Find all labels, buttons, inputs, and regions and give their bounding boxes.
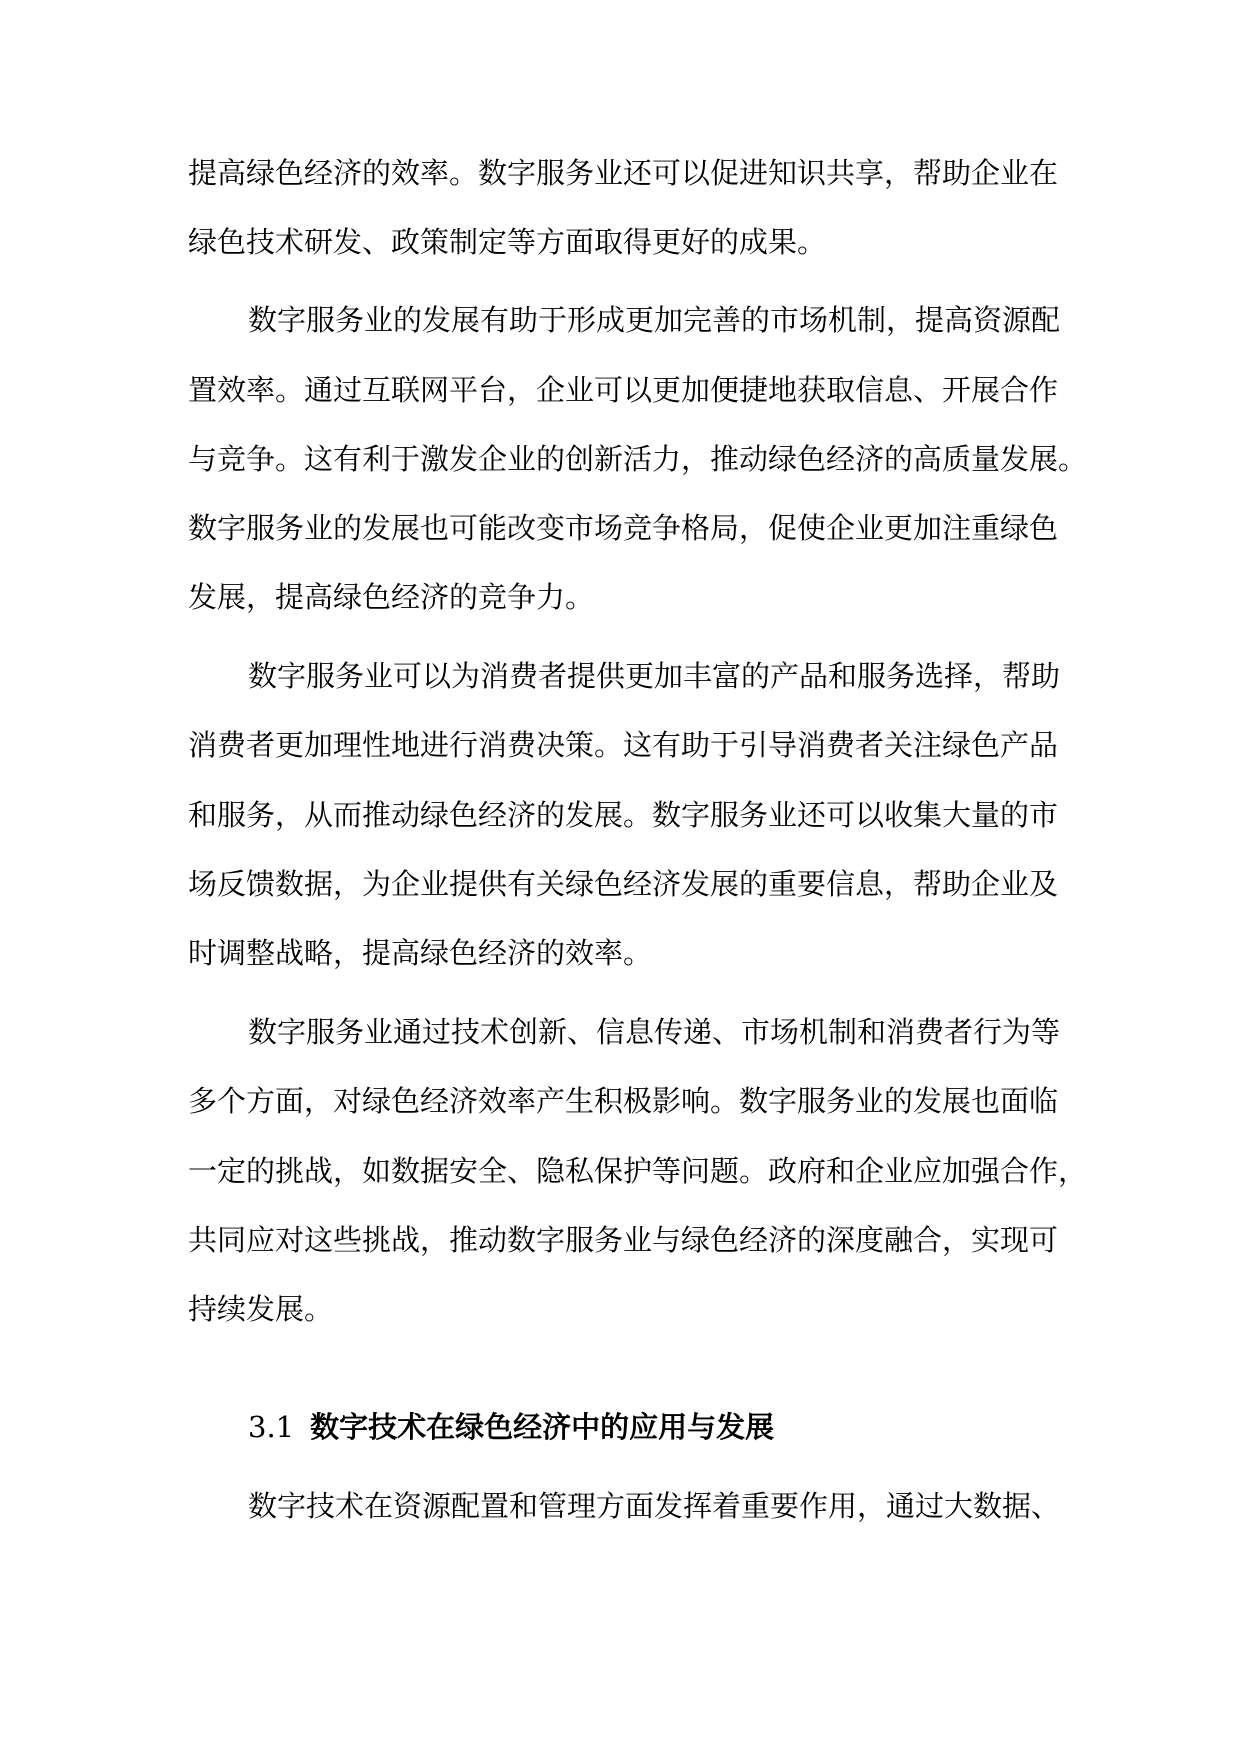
paragraph-2-line-1: 数字服务业的发展有助于形成更加完善的市场机制，提高资源配 bbox=[248, 303, 1061, 337]
section-heading bbox=[248, 1402, 774, 1452]
paragraph-3-line-2: 消费者更加理性地进行消费决策。这有助于引导消费者关注绿色产品 bbox=[188, 728, 1059, 762]
paragraph-4-line-3: 一定的挑战，如数据安全、隐私保护等问题。政府和企业应加强合作， bbox=[188, 1154, 1088, 1188]
section-number: 3.1 bbox=[248, 1410, 295, 1444]
paragraph-4-line-4: 共同应对这些挑战，推动数字服务业与绿色经济的深度融合，实现可 bbox=[188, 1223, 1059, 1257]
paragraph-4-line-2: 多个方面，对绿色经济效率产生积极影响。数字服务业的发展也面临 bbox=[188, 1084, 1059, 1118]
paragraph-3-line-5: 时调整战略，提高绿色经济的效率。 bbox=[188, 936, 653, 970]
paragraph-5-line-1: 数字技术在资源配置和管理方面发挥着重要作用，通过大数据、 bbox=[248, 1489, 1061, 1523]
paragraph-2-line-3: 与竞争。这有利于激发企业的创新活力，推动绿色经济的高质量发展。 bbox=[188, 442, 1088, 476]
paragraph-3-line-3: 和服务，从而推动绿色经济的发展。数字服务业还可以收集大量的市 bbox=[188, 798, 1059, 832]
paragraph-2-line-4: 数字服务业的发展也可能改变市场竞争格局，促使企业更加注重绿色 bbox=[188, 511, 1059, 545]
paragraph-4-line-1: 数字服务业通过技术创新、信息传递、市场机制和消费者行为等 bbox=[248, 1015, 1061, 1049]
paragraph-2-line-2: 置效率。通过互联网平台，企业可以更加便捷地获取信息、开展合作 bbox=[188, 373, 1059, 407]
paragraph-3-line-1: 数字服务业可以为消费者提供更加丰富的产品和服务选择，帮助 bbox=[248, 659, 1061, 693]
paragraph-2-line-5: 发展，提高绿色经济的竞争力。 bbox=[188, 580, 595, 614]
paragraph-3-line-4: 场反馈数据，为企业提供有关绿色经济发展的重要信息，帮助企业及 bbox=[188, 867, 1059, 901]
section-title: 数字技术在绿色经济中的应用与发展 bbox=[310, 1410, 775, 1444]
paragraph-4-line-5: 持续发展。 bbox=[188, 1292, 334, 1326]
paragraph-1-line-1: 提高绿色经济的效率。数字服务业还可以促进知识共享，帮助企业在 bbox=[188, 156, 1059, 190]
paragraph-1-line-2: 绿色技术研发、政策制定等方面取得更好的成果。 bbox=[188, 225, 827, 259]
